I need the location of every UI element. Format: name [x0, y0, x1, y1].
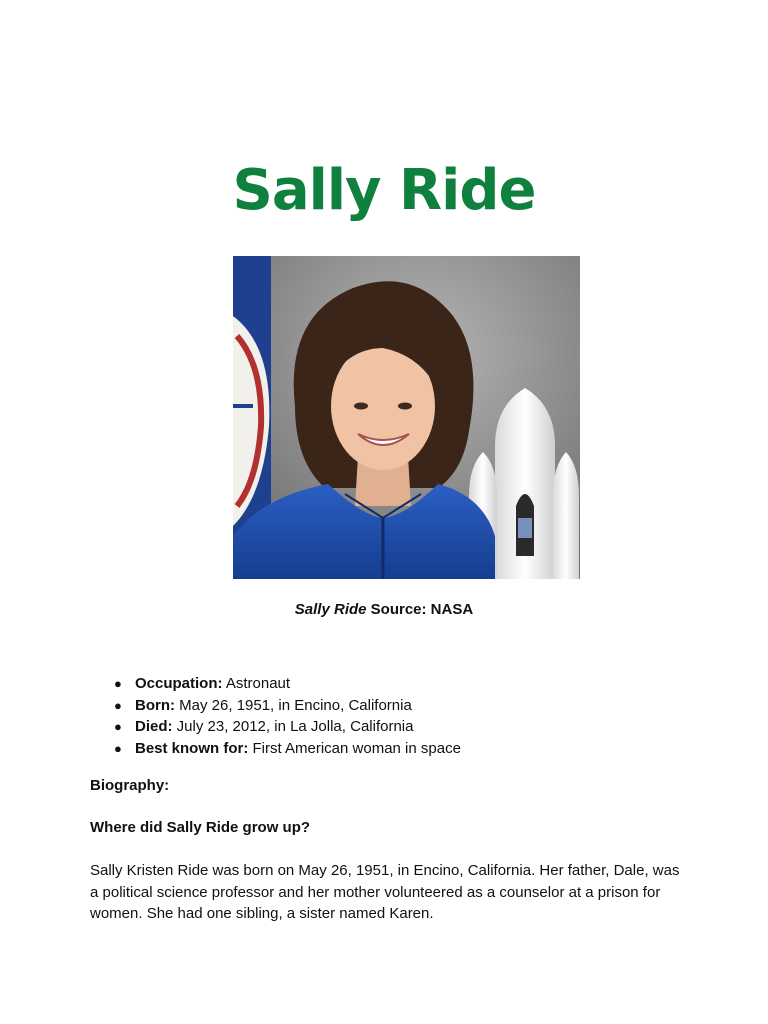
fact-value: May 26, 1951, in Encino, California [175, 696, 412, 714]
fact-label: Died: [135, 718, 173, 735]
fact-label: Best known for: [135, 739, 249, 757]
fact-value: First American woman in space [248, 739, 461, 757]
fact-value: July 23, 2012, in La Jolla, California [172, 718, 414, 735]
caption-name: Sally Ride [294, 601, 367, 618]
page-title: Sally Ride [232, 158, 536, 223]
photo-caption [0, 600, 768, 620]
body-paragraph: Sally Kristen Ride was born on May 26, 1951, in Encino, California. Her father, Dale, was a political science professor and her mother volunteered as a counselor at a prison for women. She had one sibling, a sister named Karen. [90, 862, 680, 922]
fact-label: Born: [135, 696, 175, 714]
bullet-icon: ● [114, 676, 122, 691]
list-item [112, 695, 461, 717]
caption-source: Source: NASA [366, 601, 474, 618]
facts-list [112, 673, 461, 759]
fact-label: Occupation: [135, 675, 223, 692]
section-heading: Where did Sally Ride grow up? [90, 819, 311, 836]
bullet-icon: ● [114, 740, 122, 756]
list-item [112, 673, 461, 695]
fact-value: Astronaut [222, 675, 291, 692]
biography-heading: Biography: [90, 777, 170, 794]
bullet-icon: ● [114, 697, 122, 713]
list-item [112, 716, 461, 738]
list-item [112, 738, 461, 760]
bullet-icon: ● [114, 719, 122, 734]
portrait-photo [233, 256, 580, 579]
